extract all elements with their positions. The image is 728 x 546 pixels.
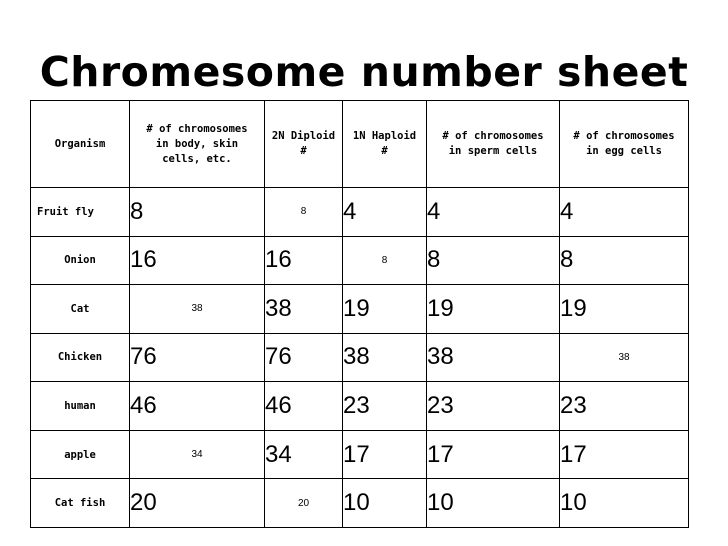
egg-cell: 8 [560, 236, 689, 285]
diploid-cell: 76 [265, 333, 343, 382]
page-title: Chromesome number sheet [39, 48, 689, 96]
body-count-cell: 34 [130, 430, 265, 479]
table-row [31, 285, 689, 334]
table-row [31, 333, 689, 382]
organism-cell: Onion [31, 236, 130, 285]
organism-cell: Cat [31, 285, 130, 334]
header-egg-cells: # of chromosomes in egg cells [560, 101, 689, 188]
diploid-cell: 34 [265, 430, 343, 479]
sperm-cell: 23 [427, 382, 560, 431]
egg-cell: 23 [560, 382, 689, 431]
header-body-cells: # of chromosomes in body, skin cells, etc. [130, 101, 265, 188]
diploid-cell: 46 [265, 382, 343, 431]
egg-cell: 10 [560, 479, 689, 528]
sperm-cell: 17 [427, 430, 560, 479]
organism-cell: human [31, 382, 130, 431]
haploid-cell: 17 [343, 430, 427, 479]
header-diploid: 2N Diploid # [265, 101, 343, 188]
haploid-cell: 23 [343, 382, 427, 431]
sperm-cell: 38 [427, 333, 560, 382]
table-row [31, 479, 689, 528]
egg-cell: 19 [560, 285, 689, 334]
egg-cell: 17 [560, 430, 689, 479]
body-count-cell: 16 [130, 236, 265, 285]
body-count-cell: 46 [130, 382, 265, 431]
sperm-cell: 4 [427, 188, 560, 237]
header-haploid: 1N Haploid # [343, 101, 427, 188]
body-count-cell: 8 [130, 188, 265, 237]
egg-cell: 4 [560, 188, 689, 237]
haploid-cell: 19 [343, 285, 427, 334]
organism-cell: apple [31, 430, 130, 479]
body-count-cell: 20 [130, 479, 265, 528]
sperm-cell: 19 [427, 285, 560, 334]
haploid-cell: 38 [343, 333, 427, 382]
header-organism: Organism [31, 101, 130, 188]
body-count-cell: 76 [130, 333, 265, 382]
haploid-cell: 4 [343, 188, 427, 237]
diploid-cell: 38 [265, 285, 343, 334]
table-row [31, 188, 689, 237]
table-row [31, 382, 689, 431]
sperm-cell: 8 [427, 236, 560, 285]
table-row [31, 430, 689, 479]
table-header-row [31, 101, 689, 188]
haploid-cell: 10 [343, 479, 427, 528]
diploid-cell: 16 [265, 236, 343, 285]
egg-cell: 38 [560, 333, 689, 382]
chromosome-table [30, 100, 689, 528]
header-sperm-cells: # of chromosomes in sperm cells [427, 101, 560, 188]
haploid-cell: 8 [343, 236, 427, 285]
organism-cell: Fruit fly [31, 188, 130, 237]
diploid-cell: 20 [265, 479, 343, 528]
organism-cell: Chicken [31, 333, 130, 382]
diploid-cell: 8 [265, 188, 343, 237]
table-row [31, 236, 689, 285]
organism-cell: Cat fish [31, 479, 130, 528]
body-count-cell: 38 [130, 285, 265, 334]
sperm-cell: 10 [427, 479, 560, 528]
